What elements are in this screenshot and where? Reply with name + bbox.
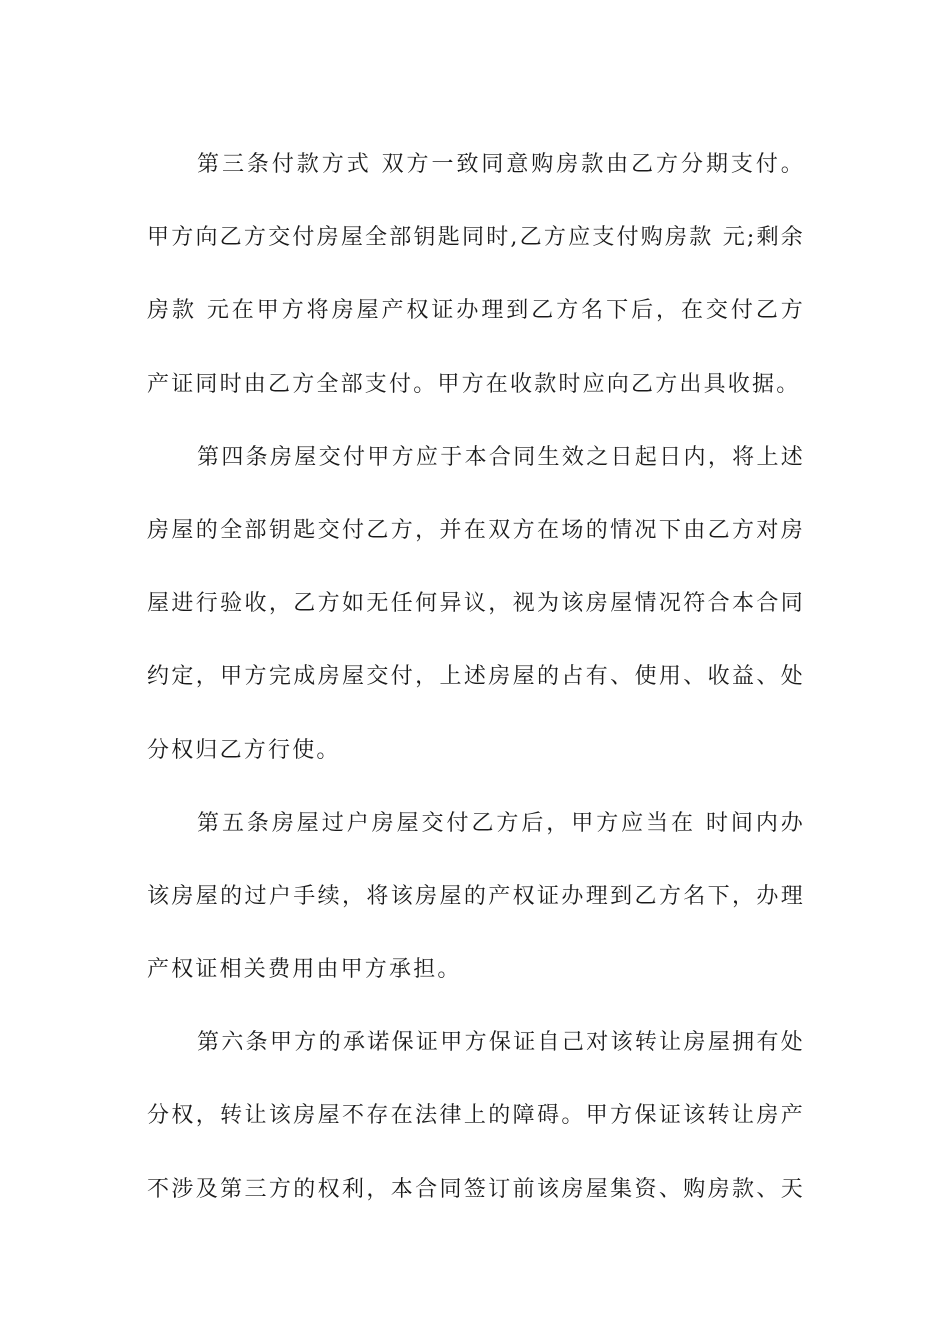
text-line: 分权归乙方行使。: [147, 737, 341, 763]
text-line: 甲方向乙方交付房屋全部钥匙同时,乙方应支付购房款 元;剩余: [147, 225, 805, 251]
text-line: 第六条甲方的承诺保证甲方保证自己对该转让房屋拥有处: [197, 1030, 805, 1056]
text-line: 不涉及第三方的权利，本合同签订前该房屋集资、购房款、天: [147, 1176, 805, 1202]
text-line: 第四条房屋交付甲方应于本合同生效之日起日内，将上述: [197, 444, 805, 470]
contract-text: [147, 128, 805, 1226]
text-line: 屋进行验收，乙方如无任何异议，视为该房屋情况符合本合同: [147, 591, 805, 617]
text-line: 房款 元在甲方将房屋产权证办理到乙方名下后，在交付乙方: [147, 298, 805, 324]
text-line: 房屋的全部钥匙交付乙方，并在双方在场的情况下由乙方对房: [147, 517, 805, 543]
text-line: 产证同时由乙方全部支付。甲方在收款时应向乙方出具收据。: [147, 371, 801, 397]
text-line: 产权证相关费用由甲方承担。: [147, 957, 462, 983]
text-line: 第五条房屋过户房屋交付乙方后，甲方应当在 时间内办: [197, 810, 805, 836]
text-line: 该房屋的过户手续，将该房屋的产权证办理到乙方名下，办理: [147, 883, 805, 909]
text-line: 第三条付款方式 双方一致同意购房款由乙方分期支付。: [197, 152, 805, 177]
text-line: 分权，转让该房屋不存在法律上的障碍。甲方保证该转让房产: [147, 1103, 805, 1129]
text-line: 约定，甲方完成房屋交付，上述房屋的占有、使用、收益、处: [147, 664, 805, 690]
